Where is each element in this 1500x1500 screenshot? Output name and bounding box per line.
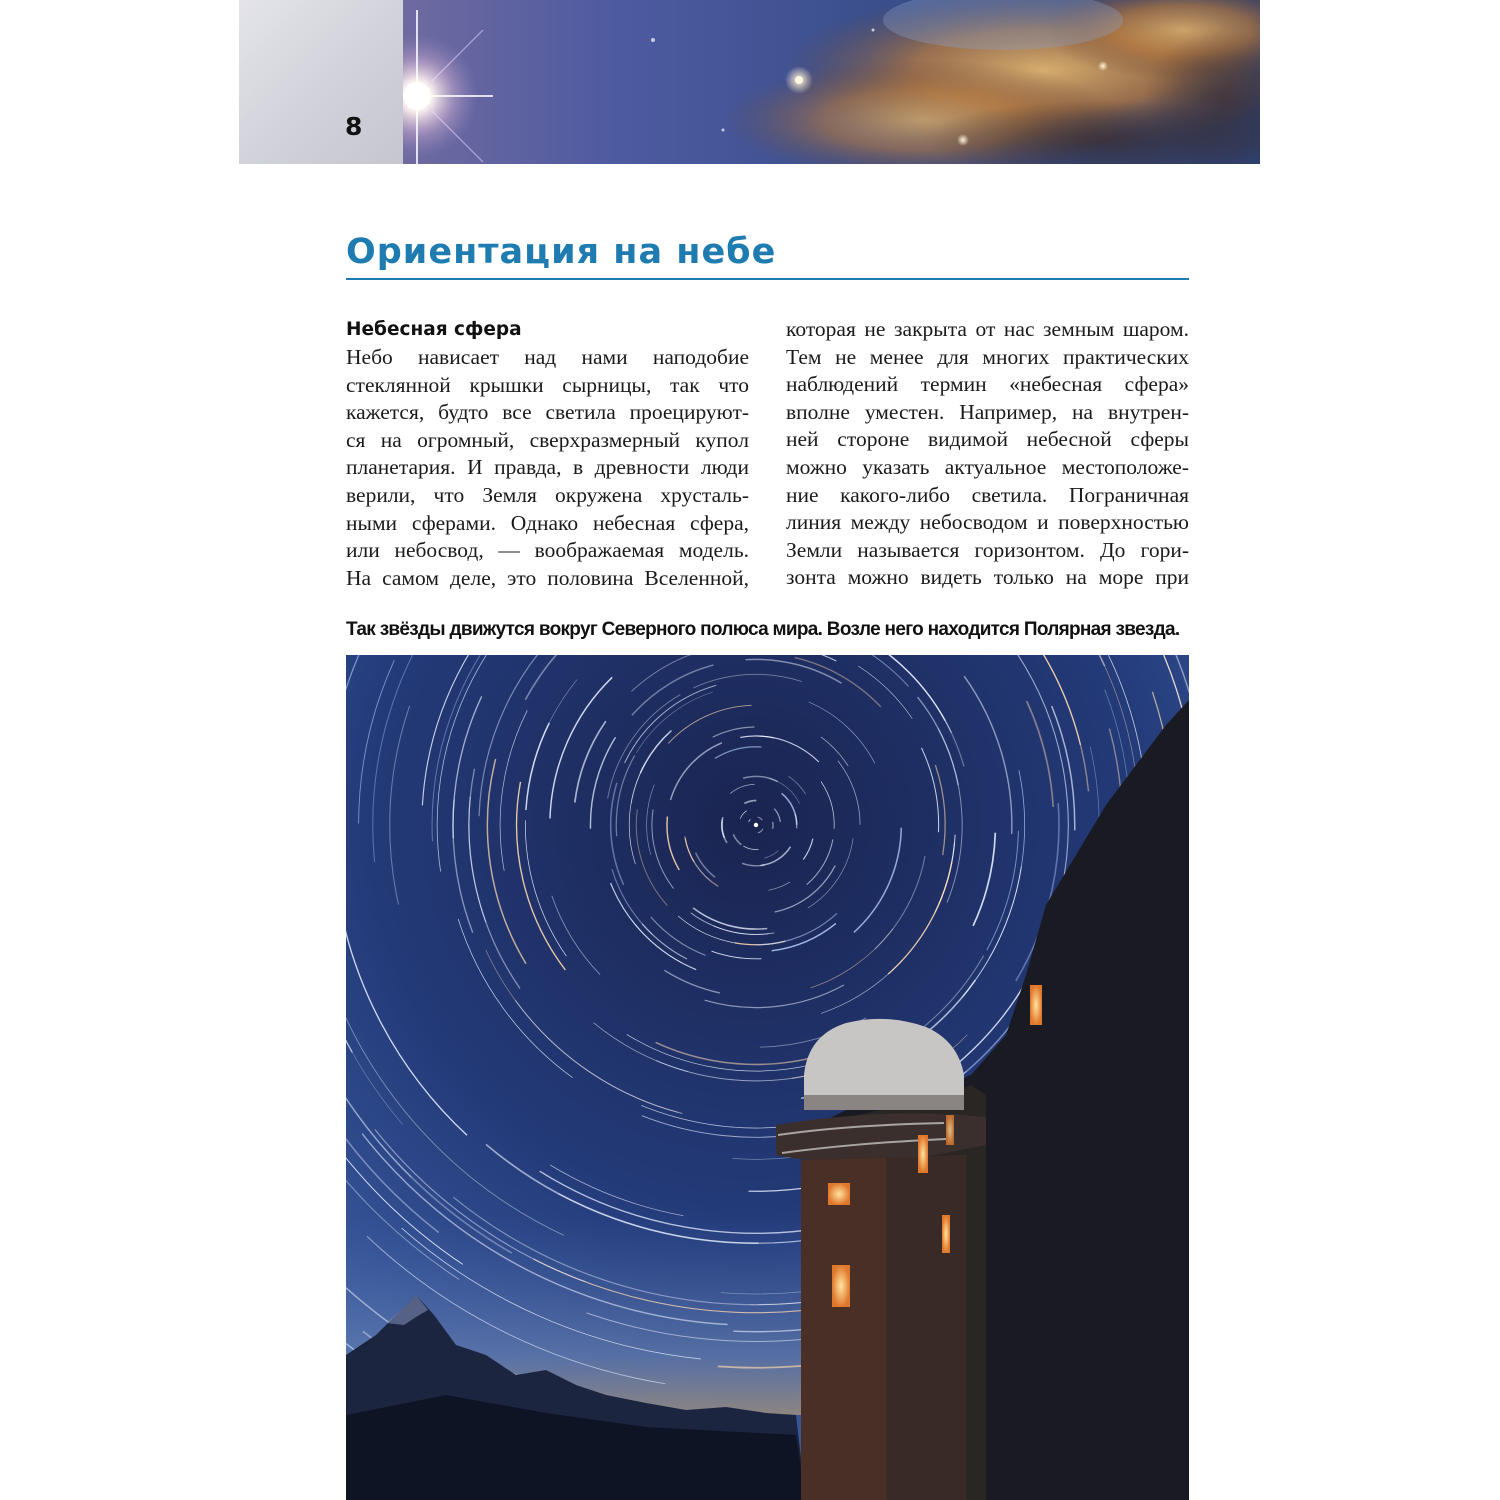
figure-caption: Так звёзды движутся вокруг Северного полюса мира. Возле него находится Полярная звезда.: [346, 619, 1180, 640]
body-line: наблюдений термин «небесная сфера»: [786, 372, 1189, 397]
lit-window: [832, 1265, 850, 1307]
body-line: линия между небосводом и поверхностью: [786, 510, 1189, 535]
body-line: верили, что Земля окружена хрусталь-: [346, 482, 749, 507]
page-number-strip: [239, 0, 403, 164]
body-line: Тем не менее для многих практических: [786, 344, 1189, 369]
body-line: планетария. И правда, в древности люди: [346, 455, 749, 480]
body-line: кажется, будто все светила проецируют-: [346, 400, 749, 425]
body-line: ние какого-либо светила. Пограничная: [786, 482, 1189, 507]
body-line: Небо нависает над нами наподобие: [346, 345, 749, 369]
body-line: стеклянной крышки сырницы, так что: [346, 372, 749, 397]
body-line: вполне уместен. Например, на внутрен-: [786, 399, 1189, 424]
polaris-star-icon: [754, 823, 758, 827]
star-trails-image: [346, 655, 1189, 1500]
body-line: или небосвод, — воображаемая модель.: [346, 538, 749, 563]
body-line: ней стороне видимой небесной сферы: [786, 427, 1189, 452]
lit-window: [1030, 985, 1042, 1025]
lit-window: [918, 1135, 928, 1173]
nebula-banner-image: [403, 0, 1260, 164]
body-line: ными сферами. Однако небесная сфера,: [346, 510, 749, 535]
section-subheading: Небесная сфера: [346, 319, 522, 340]
header-banner: [239, 0, 1260, 164]
lit-window: [828, 1183, 850, 1205]
text-column-right: [786, 316, 1189, 592]
body-line: зонта можно видеть только на море при: [786, 565, 1189, 590]
body-line: которая не закрыта от нас земным шаром.: [786, 317, 1189, 341]
body-line: Земли называется горизонтом. До гори-: [786, 537, 1189, 562]
heading-underline: [346, 278, 1189, 280]
body-line: На самом деле, это половина Вселенной,: [346, 565, 749, 590]
body-line: ся на огромный, сверхразмерный купол: [346, 427, 749, 452]
body-line: можно указать актуальное местоположе-: [786, 454, 1189, 479]
lit-window: [946, 1115, 954, 1145]
lit-window: [942, 1215, 950, 1253]
star-trails-photo: [346, 655, 1189, 1500]
text-column-left: [346, 316, 749, 592]
page-number: 8: [345, 112, 363, 141]
page-title: Ориентация на небе: [346, 232, 777, 272]
